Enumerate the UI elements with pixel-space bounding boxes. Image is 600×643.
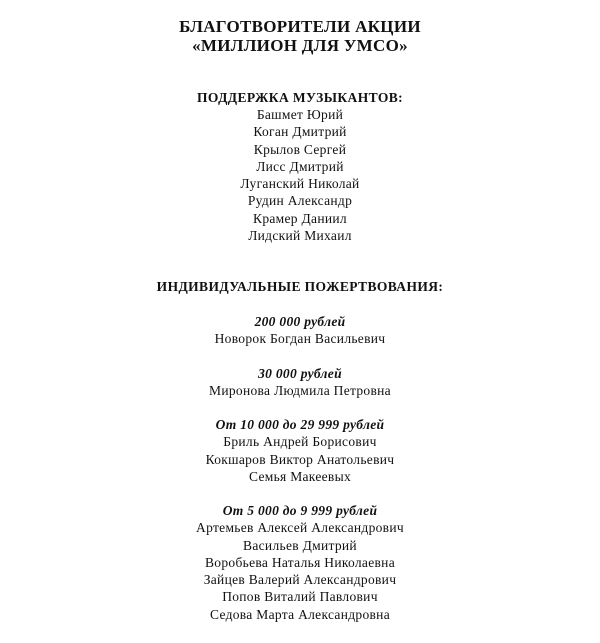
list-item: Коган Дмитрий	[253, 124, 347, 140]
list-item: Седова Марта Александровна	[210, 606, 390, 622]
list-item: Лисс Дмитрий	[256, 158, 344, 174]
donation-tier-2	[0, 365, 600, 400]
list-item: Миронова Людмила Петровна	[209, 383, 391, 399]
list-item: Кокшаров Виктор Анатольевич	[205, 451, 395, 467]
musicians-list	[0, 106, 600, 244]
donation-tier-3	[0, 416, 600, 485]
list-item: Попов Виталий Павлович	[222, 589, 378, 605]
list-item: Васильев Дмитрий	[243, 537, 357, 553]
list-item: Семья Макеевых	[248, 468, 352, 484]
list-item: Рудин Александр	[247, 193, 353, 209]
list-item: Новорок Богдан Васильевич	[214, 331, 386, 347]
list-item: Артемьев Алексей Александрович	[196, 520, 404, 536]
donations-heading: ИНДИВИДУАЛЬНЫЕ ПОЖЕРТВОВАНИЯ:	[156, 279, 444, 294]
list-item: Бриль Андрей Борисович	[223, 434, 377, 450]
tier-label: 200 000 рублей	[254, 314, 346, 329]
donation-tier-4	[0, 502, 600, 623]
list-item: Башмет Юрий	[256, 107, 344, 122]
list-item: Крамер Даниил	[253, 210, 347, 226]
page-title	[0, 17, 600, 55]
tier-label: 30 000 рублей	[258, 366, 342, 381]
donation-tier-1	[0, 313, 600, 348]
list-item: Зайцев Валерий Александрович	[203, 572, 397, 588]
list-item: Крылов Сергей	[253, 141, 347, 157]
list-item: Лидский Михаил	[248, 228, 352, 244]
list-item: Воробьева Наталья Николаевна	[204, 554, 395, 570]
tier-label: От 5 000 до 9 999 рублей	[222, 503, 378, 518]
tier-label: От 10 000 до 29 999 рублей	[215, 417, 385, 432]
title-line-1: БЛАГОТВОРИТЕЛИ АКЦИИ	[179, 17, 421, 36]
list-item: Луганский Николай	[240, 176, 360, 192]
musicians-heading: ПОДДЕРЖКА МУЗЫКАНТОВ:	[196, 90, 404, 105]
title-line-2: «МИЛЛИОН ДЛЯ УМСО»	[192, 36, 408, 55]
